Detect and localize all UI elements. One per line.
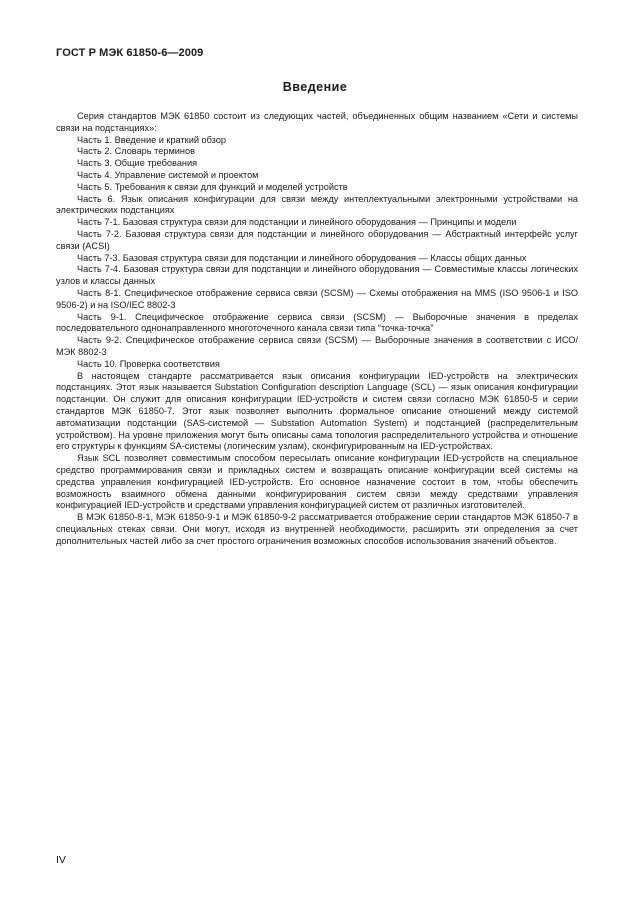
- paragraph: Часть 7-2. Базовая структура связи для подстанции и линейного оборудования — Абстрактный интерфейс услуг связи (ACSI): [56, 228, 578, 251]
- section-title: Введение: [282, 80, 348, 94]
- paragraph: Часть 1. Введение и краткий обзор: [77, 134, 227, 145]
- paragraph: Язык SCL позволяет совместимым способом пересылать описание конфигурации IED-устройств на специальное средство программирования связи и прикладных систем и возвращать описание конфигурации всей системы на средства управления конфигурацией IED-устройств. Его основное назначение состоит в том, чтобы обеспечить возможность взаимного обмена данными конфигурирования систем связи между средствами управления конфигурацией IED-устройств и средствами управления конфигурацией систем от различных изготовителей.: [56, 453, 578, 511]
- paragraph: Часть 7-3. Базовая структура связи для подстанции и линейного оборудования — Классы общих данных: [77, 252, 527, 263]
- paragraph: Часть 3. Общие требования: [77, 158, 198, 169]
- paragraph: Часть 10. Проверка соответствия: [77, 358, 220, 369]
- paragraph: Часть 5. Требования к связи для функций и моделей устройств: [77, 181, 348, 192]
- paragraph: Часть 8-1. Специфическое отображение сервиса связи (SCSM) — Схемы отображения на MMS (ISO 9506-1 и ISO 9506-2) и на ISO/IEC 8802-3: [56, 287, 578, 310]
- document-body: [56, 111, 578, 547]
- paragraph: Часть 9-2. Специфическое отображение сервиса связи (SCSM) — Выборочные значения в соответствии с ИСО/МЭК 8802-3: [56, 335, 578, 357]
- document-header: ГОСТ Р МЭК 61850-6—2009: [56, 47, 204, 59]
- paragraph: Серия стандартов МЭК 61850 состоит из следующих частей, объединенных общим названием «Сети и системы связи на подстанциях»:: [56, 111, 578, 133]
- paragraph: Часть 7-4. Базовая структура связи для подстанции и линейного оборудования — Совместимые классы логических узлов и классы данных: [56, 264, 578, 287]
- page-number: IV: [56, 854, 66, 866]
- paragraph: Часть 6. Язык описания конфигурации для связи между интеллектуальными электронными устройствами на электрических подстанциях: [56, 193, 578, 216]
- paragraph: В настоящем стандарте рассматривается язык описания конфигурации IED-устройств на электрических подстанциях. Этот язык называется Substation Configuration description Language (SCL) — язык описания конфигурации подстанции. Он служит для описания конфигурации IED-устройств и систем связи согласно МЭК 61850-5 и серии стандартов МЭК 61850-7. Этот язык позволяет выполнить формальное описание отношений между системой автоматизации подстанции (SAS-системой — Substation Automation System) и подстанцией (распределительным устройством). На уровне приложения могут быть описаны сама топология распределительного устройства и отношение его структуры к функциям SA-системы (логическим узлам), сконфигурированным на IED-устройствах.: [56, 370, 578, 452]
- paragraph: Часть 9-1. Специфическое отображение сервиса связи (SCSM) — Выборочные значения в пределах последовательного однонаправленного многоточечного канала связи типа “точка-точка”: [56, 311, 578, 334]
- paragraph: Часть 4. Управление системой и проектом: [77, 169, 259, 180]
- paragraph: Часть 2. Словарь терминов: [77, 146, 195, 157]
- paragraph: В МЭК 61850-8-1, МЭК 61850-9-1 и МЭК 61850-9-2 рассматривается отображение серии стандартов МЭК 61850-7 в специальных стеках связи. Они могут, исходя из внутренней необходимости, расширить эти определения за счет дополнительных частей либо за счет простого ограничения возможных способов использования значений объектов.: [56, 512, 578, 546]
- paragraph: Часть 7-1. Базовая структура связи для подстанции и линейного оборудования — Принципы и модели: [77, 217, 517, 228]
